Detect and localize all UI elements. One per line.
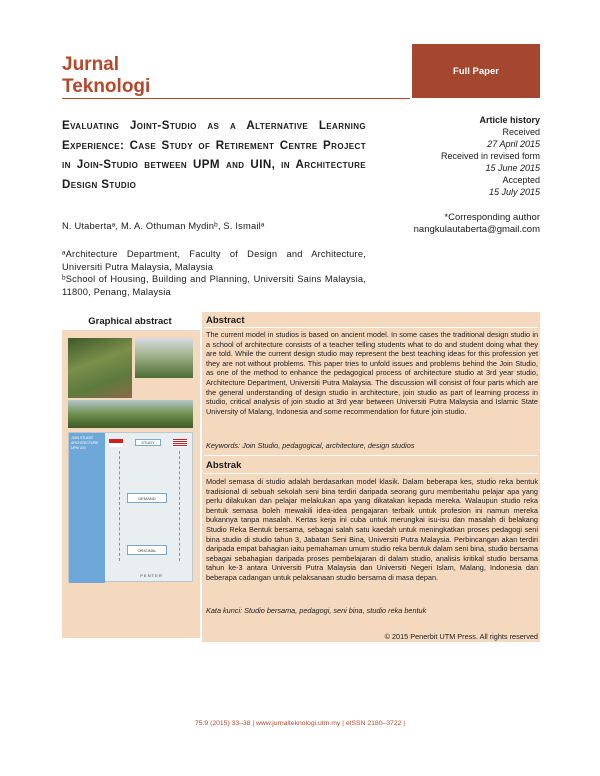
graphical-abstract-label: Graphical abstract [88,316,172,327]
abstract-body: The current model in studios is based on ancient model. In some cases the traditional design studio in a school of architecture consists of a teacher telling students what to do and student doing what they are told. While the current design studio may represent the best teaching ideas for this profession yet they are not without problems. This paper tries to unfold issues and problems behind the Join Studio, as one of the method to enhance the pedagogical process of architecture studio at 3rd year studio, Architecture Department, Universiti Putra Malaysia. The discussion will consist of four parts which are the general understanding of design studio in architecture, join studio as part of learning process in studio, critical analysis of join studio at 3rd year between Universiti Putra Malaysia and Islamic State University of Malang, Indonesia and some recommendation for future join studio. [206,330,538,416]
diagram-line-right [179,451,180,561]
abstrak-body: Model semasa di studio adalah berdasarkan model klasik. Dalam beberapa kes, studio reka bentuk tradisional di sebuah sekolah seni bina terdiri daripada seorang guru memberitahu pelajar apa yang perlu dilakukan dan pelajar melakukan apa yang dikatakan kepada mereka. Walaupun studio reka bentuk semasa boleh mewakili idea-idea pengajaran terbaik untuk profesion ini namun mereka bukannya tanpa masalah. Kertas kerja ini cuba untuk merungkai isu-isu dan masalah di belakang Studio Reka Bentuk bersama, sebagai salah satu kaedah untuk meningkatkan proses pedagogi seni bina studio di studio tahun 3, Jabatan Seni Bina, Universiti Putra Malaysia. Perbincangan akan terdiri daripada empat bahagian iaitu pemahaman umum studio reka bentuk dalam seni bina, studio bersama sebagai sebahagian daripada proses pembelajaran di dalam studio, analisis kritikal studio bersama tahun ke-3 antara Universiti Putra Malaysia dan Universiti Negeri Islam, Malang, Indonesia dan beberapa cadangan untuk pelaksanaan studio bersama di masa depan. [206,477,538,582]
page-footer: 75:9 (2015) 33–38 | www.jurnalteknologi.utm.my | eISSN 2180–3722 | [194,720,406,727]
accepted-label: Accepted [502,175,540,185]
diagram-bottom-label: P E N T E R [140,573,162,578]
journal-title [62,54,150,98]
affiliations [62,248,366,298]
site-photo-group [68,338,132,398]
diagram-study-box: STUDY [135,439,161,446]
diagram-original-box: ORIGINAL [127,545,167,555]
join-studio-diagram [68,432,193,582]
accepted-date: 15 July 2015 [488,187,540,197]
site-photo-landscape [68,400,193,428]
abstract-heading: Abstract [206,315,245,326]
diagram-sidebar: JOIN STUDIO ARCHITECTURE UPM UIN [69,433,105,583]
header-rule [62,98,410,99]
article-history [380,114,540,198]
abstrak-top-rule [204,455,538,456]
abstrak-rule [204,473,538,474]
corresponding-email[interactable]: nangkulautaberta@gmail.com [413,224,540,235]
abstract-rule [204,327,538,328]
journal-title-line2: Teknologi [62,76,151,97]
affiliation-b: ᵇSchool of Housing, Building and Planning, Universiti Sains Malaysia, 11800, Penang, Malaysia [62,274,366,297]
journal-title-line1: Jurnal [62,54,120,75]
paper-title: Evaluating Joint-Studio as a Alternative Learning Experience: Case Study of Retirement Centre Project in Join-Studio between UPM and UIN, in Architecture Design Studio [62,119,366,191]
authors: N. Utabertaᵃ, M. A. Othuman Mydinᵇ, S. Ismailᵃ [62,221,265,231]
corresponding-author [414,212,540,236]
site-photo-field [135,338,193,378]
malaysia-flag-icon [173,439,187,447]
copyright: © 2015 Penerbit UTM Press. All rights reserved [384,632,538,641]
corresponding-label: *Corresponding author [444,212,540,223]
revised-date: 15 June 2015 [485,163,540,173]
diagram-line-left [119,451,120,561]
received-date: 27 April 2015 [487,139,540,149]
history-heading: Article history [479,115,540,125]
full-paper-badge: Full Paper [412,44,540,98]
indonesia-flag-icon [109,439,123,447]
received-label: Received [502,127,540,137]
diagram-demand-box: DEMAND [127,493,167,503]
abstrak-heading: Abstrak [206,460,242,471]
affiliation-a: ᵃArchitecture Department, Faculty of Design and Architecture, Universiti Putra Malaysia, Malaysia [62,249,366,272]
abstrak-keywords: Kata kunci: Studio bersama, pedagogi, seni bina, studio reka bentuk [206,606,427,615]
abstract-keywords: Keywords: Join Studio, pedagogical, architecture, design studios [206,441,415,450]
revised-label: Received in revised form [440,151,540,161]
